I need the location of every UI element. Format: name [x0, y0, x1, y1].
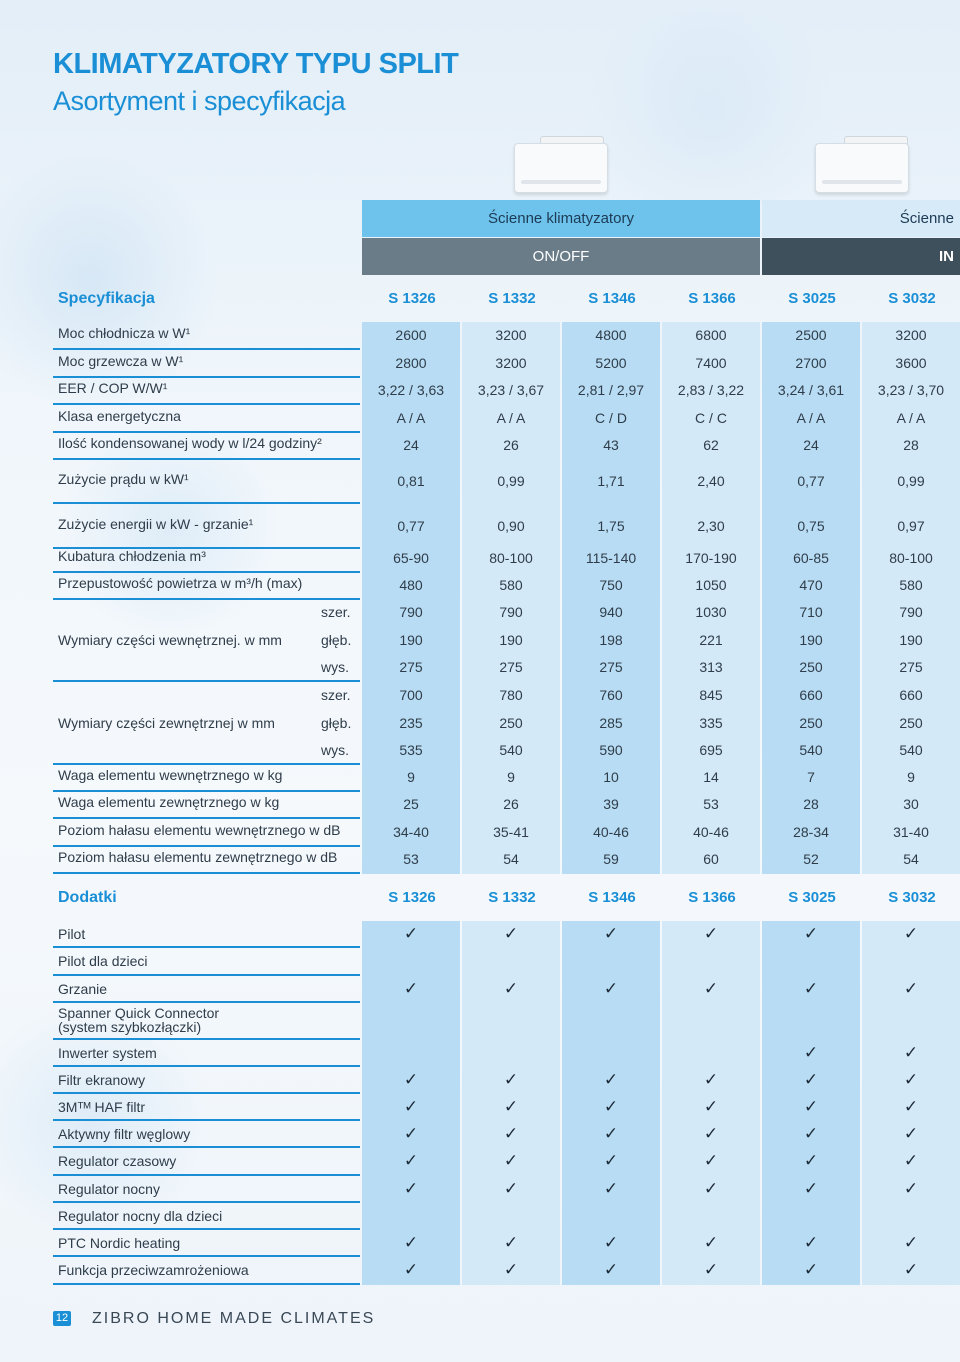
- table-cell: 335: [699, 714, 723, 731]
- category-header-wall-2: Ścienne: [762, 200, 960, 237]
- row-divider: [53, 872, 360, 874]
- check-icon: ✓: [503, 978, 519, 998]
- dimension-sub-label: głęb.: [321, 631, 352, 648]
- check-icon: ✓: [503, 1151, 519, 1170]
- page-number: 12: [53, 1311, 71, 1326]
- row-label: Pilot dla dzieci: [58, 953, 148, 969]
- model-column-header: S 3032: [888, 290, 936, 307]
- check-icon: ✓: [403, 1123, 419, 1143]
- table-cell: 540: [799, 742, 823, 758]
- check-icon: ✓: [903, 1042, 919, 1062]
- table-cell: 28-34: [793, 823, 829, 840]
- table-cell: 9: [507, 768, 515, 785]
- table-cell: 221: [699, 631, 723, 648]
- table-cell: 62: [703, 437, 719, 453]
- check-icon: ✓: [603, 1069, 619, 1089]
- row-label: EER / COP W/W¹: [58, 380, 168, 396]
- model-column-header: S 1332: [488, 290, 536, 307]
- check-icon: ✓: [403, 1260, 419, 1279]
- table-cell: 580: [499, 577, 523, 593]
- table-cell: 26: [503, 437, 519, 453]
- check-icon: ✓: [603, 1151, 619, 1170]
- check-icon: ✓: [903, 1178, 919, 1198]
- table-cell: A / A: [896, 410, 926, 426]
- check-icon: ✓: [703, 923, 719, 943]
- table-cell: 940: [599, 604, 623, 620]
- model-column-header: S 3025: [788, 889, 836, 906]
- table-cell: 0,81: [397, 472, 425, 489]
- dimension-sub-label: wys.: [321, 742, 349, 758]
- table-cell: A / A: [496, 410, 526, 426]
- check-icon: ✓: [503, 1069, 519, 1089]
- dimension-sub-label: szer.: [321, 604, 351, 620]
- table-cell: 60-85: [793, 550, 829, 566]
- table-cell: 24: [803, 437, 819, 453]
- table-cell: 0,77: [797, 472, 825, 489]
- indoor-unit-image: [815, 143, 909, 193]
- row-label: 3Mᵀᴹ HAF filtr: [58, 1099, 146, 1115]
- dimension-sub-label: głęb.: [321, 714, 352, 731]
- table-cell: 780: [499, 687, 523, 703]
- table-cell: 760: [599, 687, 623, 703]
- check-icon: ✓: [903, 978, 919, 998]
- table-cell: 5200: [595, 355, 627, 371]
- row-label: Waga elementu zewnętrznego w kg: [58, 794, 280, 811]
- check-icon: ✓: [703, 1178, 719, 1198]
- table-cell: 198: [599, 631, 623, 648]
- table-cell: 480: [399, 577, 423, 593]
- table-cell: 31-40: [893, 823, 929, 840]
- row-label: Funkcja przeciwzamrożeniowa: [58, 1262, 249, 1278]
- table-cell: 285: [599, 714, 623, 731]
- table-cell: 9: [907, 768, 915, 785]
- page-subtitle: Asortyment i specyfikacja: [53, 86, 346, 116]
- table-cell: 10: [603, 768, 619, 785]
- row-divider: [53, 680, 360, 682]
- check-icon: ✓: [903, 1123, 919, 1143]
- check-icon: ✓: [403, 1096, 419, 1116]
- check-icon: ✓: [603, 1232, 619, 1252]
- table-cell: 14: [703, 768, 719, 785]
- table-cell: 235: [399, 714, 423, 731]
- mode-header-onoff: ON/OFF: [362, 238, 760, 275]
- table-cell: 275: [499, 659, 523, 675]
- table-cell: 250: [799, 659, 823, 675]
- table-cell: 59: [603, 851, 619, 868]
- dimension-group-label: Wymiary części wewnętrznej. w mm: [58, 631, 282, 648]
- check-icon: ✓: [503, 1232, 519, 1252]
- check-icon: ✓: [403, 1178, 419, 1198]
- table-cell: 3,23 / 3,70: [877, 382, 945, 398]
- row-label: Aktywny filtr węglowy: [58, 1126, 191, 1142]
- table-cell: 26: [503, 796, 519, 813]
- check-icon: ✓: [503, 1178, 519, 1198]
- row-label: Spanner Quick Connector: [58, 1005, 220, 1021]
- table-cell: 0,97: [897, 517, 925, 534]
- row-label: Pilot: [58, 926, 86, 942]
- table-cell: 1050: [695, 577, 727, 593]
- table-cell: 9: [407, 768, 415, 785]
- table-cell: 0,75: [797, 517, 825, 534]
- table-cell: 2,81 / 2,97: [577, 382, 645, 398]
- table-cell: 313: [699, 659, 723, 675]
- model-column-header: S 1326: [388, 290, 436, 307]
- check-icon: ✓: [803, 923, 819, 943]
- table-row: [53, 948, 960, 976]
- table-cell: 710: [799, 604, 823, 620]
- row-label: Regulator czasowy: [58, 1153, 177, 1169]
- table-cell: 190: [399, 631, 423, 648]
- table-cell: 1,75: [597, 517, 625, 534]
- row-label: Waga elementu wewnętrznego w kg: [58, 766, 283, 783]
- check-icon: ✓: [503, 1096, 519, 1116]
- check-icon: ✓: [803, 1123, 819, 1143]
- table-cell: 275: [899, 659, 923, 675]
- table-cell: 0,99: [497, 472, 525, 489]
- table-cell: 25: [403, 796, 419, 813]
- check-icon: ✓: [603, 923, 619, 943]
- table-cell: C / D: [595, 410, 627, 426]
- check-icon: ✓: [803, 1178, 819, 1198]
- table-cell: 40-46: [693, 823, 729, 840]
- check-icon: ✓: [803, 978, 819, 998]
- check-icon: ✓: [703, 1123, 719, 1143]
- check-icon: ✓: [703, 1096, 719, 1116]
- table-cell: 3200: [895, 327, 927, 343]
- table-cell: 0,99: [897, 472, 925, 489]
- page-title: KLIMATYZATORY TYPU SPLIT: [53, 48, 459, 80]
- model-column-header: S 1332: [488, 889, 536, 906]
- check-icon: ✓: [803, 1232, 819, 1252]
- row-label: Moc grzewcza w W¹: [58, 353, 184, 369]
- table-cell: 540: [899, 742, 923, 758]
- row-label-secondary: (system szybkozłączki): [58, 1019, 202, 1035]
- table-cell: 52: [803, 851, 819, 868]
- check-icon: ✓: [703, 978, 719, 998]
- table-cell: 660: [899, 687, 923, 703]
- table-cell: 0,77: [397, 517, 425, 534]
- model-column-header: S 1346: [588, 889, 636, 906]
- extras-section-title: Dodatki: [58, 889, 117, 906]
- check-icon: ✓: [603, 1123, 619, 1143]
- table-cell: 275: [399, 659, 423, 675]
- row-label: Grzanie: [58, 981, 108, 997]
- check-icon: ✓: [903, 1232, 919, 1252]
- table-cell: 790: [899, 604, 923, 620]
- table-cell: 7400: [695, 355, 727, 371]
- check-icon: ✓: [703, 1260, 719, 1279]
- table-row: [53, 1203, 960, 1230]
- check-icon: ✓: [903, 1151, 919, 1170]
- check-icon: ✓: [403, 1232, 419, 1252]
- dimension-sub-label: szer.: [321, 687, 351, 703]
- row-divider: [53, 1283, 360, 1285]
- table-cell: 540: [499, 742, 523, 758]
- row-label: Klasa energetyczna: [58, 408, 181, 424]
- row-label: Regulator nocny dla dzieci: [58, 1208, 223, 1224]
- check-icon: ✓: [803, 1042, 819, 1062]
- table-cell: 40-46: [593, 823, 629, 840]
- table-cell: 3,23 / 3,67: [477, 382, 545, 398]
- table-cell: 54: [503, 851, 519, 868]
- row-label: Regulator nocny: [58, 1181, 160, 1197]
- row-label: Poziom hałasu elementu wewnętrznego w dB: [58, 821, 341, 838]
- table-cell: 2600: [395, 327, 427, 343]
- table-cell: 190: [899, 631, 923, 648]
- table-cell: 3600: [895, 355, 927, 371]
- table-cell: 2,83 / 3,22: [677, 382, 745, 398]
- table-cell: 750: [599, 577, 623, 593]
- row-label: Kubatura chłodzenia m³: [58, 548, 206, 564]
- row-label: Zużycie energii w kW - grzanie¹: [58, 515, 254, 532]
- table-cell: 0,90: [497, 517, 525, 534]
- row-label: Ilość kondensowanej wody w l/24 godziny²: [58, 435, 322, 451]
- table-cell: 250: [899, 714, 923, 731]
- table-cell: 3200: [495, 327, 527, 343]
- row-label: Zużycie prądu w kW¹: [58, 470, 189, 487]
- mode-header-inverter: IN: [762, 238, 960, 275]
- table-cell: 60: [703, 851, 719, 868]
- table-cell: 700: [399, 687, 423, 703]
- table-cell: C / C: [695, 410, 727, 426]
- table-cell: 7: [807, 768, 815, 785]
- row-label: Filtr ekranowy: [58, 1072, 146, 1088]
- table-cell: 65-90: [393, 550, 429, 566]
- table-cell: A / A: [396, 410, 426, 426]
- check-icon: ✓: [803, 1069, 819, 1089]
- table-cell: 28: [903, 437, 919, 453]
- table-cell: 80-100: [889, 550, 933, 566]
- dimension-group-label: Wymiary części zewnętrznej w mm: [58, 714, 275, 731]
- table-cell: 35-41: [493, 823, 529, 840]
- table-cell: 6800: [695, 327, 727, 343]
- check-icon: ✓: [503, 923, 519, 943]
- table-cell: 1030: [695, 604, 727, 620]
- spec-section-title: Specyfikacja: [58, 290, 155, 307]
- table-cell: 4800: [595, 327, 627, 343]
- dimension-sub-label: wys.: [321, 659, 349, 675]
- table-cell: 580: [899, 577, 923, 593]
- model-column-header: S 1366: [688, 889, 736, 906]
- check-icon: ✓: [703, 1232, 719, 1252]
- table-cell: 695: [699, 742, 723, 758]
- table-cell: 1,71: [597, 472, 625, 489]
- row-divider: [53, 598, 360, 600]
- table-cell: 250: [499, 714, 523, 731]
- check-icon: ✓: [903, 1069, 919, 1089]
- table-cell: 535: [399, 742, 423, 758]
- check-icon: ✓: [403, 1151, 419, 1170]
- table-cell: 2700: [795, 355, 827, 371]
- table-cell: 190: [799, 631, 823, 648]
- table-cell: A / A: [796, 410, 826, 426]
- row-label: Poziom hałasu elementu zewnętrznego w dB: [58, 849, 338, 866]
- indoor-unit-image: [514, 143, 608, 193]
- check-icon: ✓: [703, 1151, 719, 1170]
- check-icon: ✓: [603, 978, 619, 998]
- table-cell: 2500: [795, 327, 827, 343]
- check-icon: ✓: [903, 923, 919, 943]
- check-icon: ✓: [803, 1096, 819, 1116]
- check-icon: ✓: [403, 978, 419, 998]
- table-cell: 24: [403, 437, 419, 453]
- table-cell: 39: [603, 796, 619, 813]
- table-cell: 845: [699, 687, 723, 703]
- table-cell: 2,30: [697, 517, 725, 534]
- table-cell: 54: [903, 851, 919, 868]
- model-column-header: S 1346: [588, 290, 636, 307]
- table-cell: 80-100: [489, 550, 533, 566]
- check-icon: ✓: [403, 1069, 419, 1089]
- table-cell: 470: [799, 577, 823, 593]
- category-header-wall: Ścienne klimatyzatory: [362, 200, 760, 237]
- table-cell: 53: [703, 796, 719, 813]
- row-label: Przepustowość powietrza w m³/h (max): [58, 575, 303, 591]
- row-label: Moc chłodnicza w W¹: [58, 325, 191, 341]
- model-column-header: S 1366: [688, 290, 736, 307]
- check-icon: ✓: [503, 1123, 519, 1143]
- table-cell: 590: [599, 742, 623, 758]
- table-cell: 34-40: [393, 823, 429, 840]
- table-cell: 30: [903, 796, 919, 813]
- check-icon: ✓: [803, 1260, 819, 1279]
- row-label: PTC Nordic heating: [58, 1235, 181, 1251]
- table-cell: 53: [403, 851, 419, 868]
- check-icon: ✓: [903, 1260, 919, 1279]
- table-cell: 660: [799, 687, 823, 703]
- table-cell: 190: [499, 631, 523, 648]
- table-cell: 790: [399, 604, 423, 620]
- check-icon: ✓: [403, 923, 419, 943]
- check-icon: ✓: [603, 1260, 619, 1279]
- table-cell: 275: [599, 659, 623, 675]
- check-icon: ✓: [803, 1151, 819, 1170]
- row-label: Inwerter system: [58, 1045, 157, 1061]
- table-cell: 2,40: [697, 472, 725, 489]
- table-cell: 28: [803, 796, 819, 813]
- table-cell: 250: [799, 714, 823, 731]
- table-cell: 115-140: [585, 550, 637, 566]
- model-column-header: S 3032: [888, 889, 936, 906]
- brand-footer: ZIBRO HOME MADE CLIMATES: [92, 1310, 376, 1327]
- check-icon: ✓: [603, 1096, 619, 1116]
- table-cell: 790: [499, 604, 523, 620]
- model-column-header: S 3025: [788, 290, 836, 307]
- table-cell: 43: [603, 437, 619, 453]
- table-cell: 3,24 / 3,61: [777, 382, 845, 398]
- table-cell: 3,22 / 3,63: [377, 382, 445, 398]
- check-icon: ✓: [903, 1096, 919, 1116]
- check-icon: ✓: [603, 1178, 619, 1198]
- table-cell: 2800: [395, 355, 427, 371]
- check-icon: ✓: [503, 1260, 519, 1279]
- model-column-header: S 1326: [388, 889, 436, 906]
- table-row: [53, 1003, 960, 1040]
- check-icon: ✓: [703, 1069, 719, 1089]
- table-cell: 3200: [495, 355, 527, 371]
- table-cell: 170-190: [685, 550, 737, 566]
